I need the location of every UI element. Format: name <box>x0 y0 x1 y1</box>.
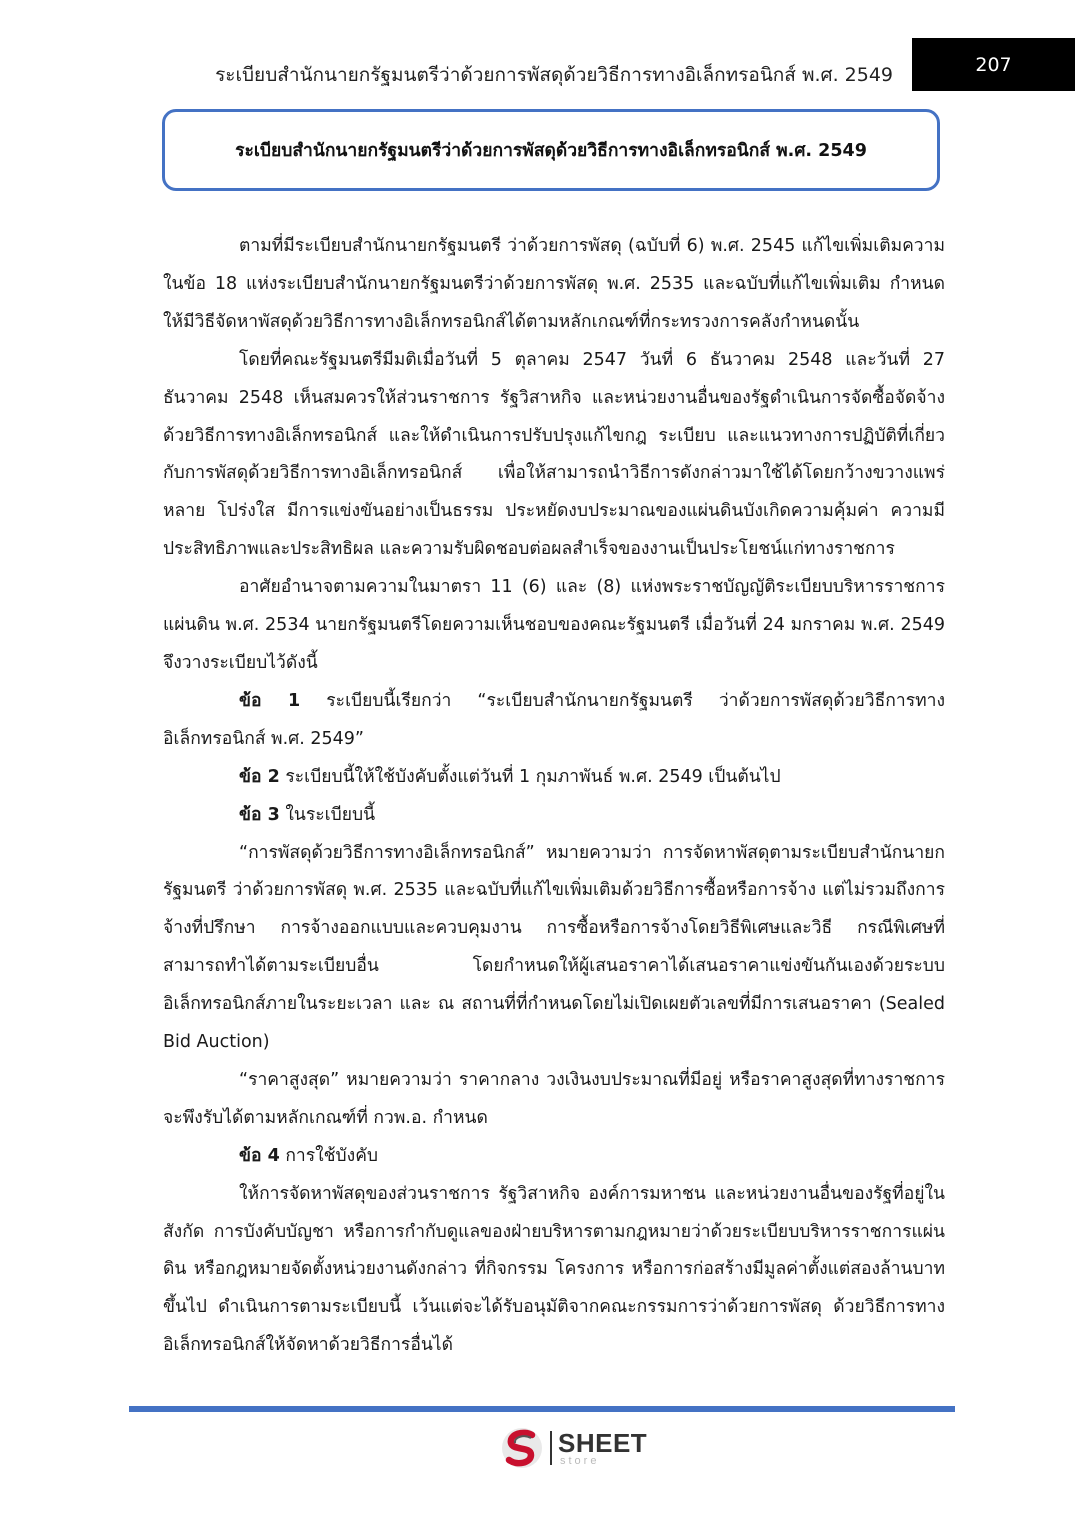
logo-separator <box>550 1431 552 1465</box>
clause-4: ข้อ 4 การใช้บังคับ <box>239 1145 379 1166</box>
page-number-box <box>912 38 1075 91</box>
clause-2: ข้อ 2 ระเบียบนี้ให้ใช้บังคับตั้งแต่วันที่ 1 กุมภาพันธ์ พ.ศ. 2549 เป็นต้นไป <box>239 766 781 787</box>
clause-1: ข้อ 1 ระเบียบนี้เรียกว่า “ระเบียบสำนักนายกรัฐมนตรี ว่าด้วยการพัสดุด้วยวิธีการทางอิเล็กทรอนิกส์ พ.ศ. 2549” <box>163 690 945 749</box>
document-title-box <box>162 109 940 191</box>
clause-3: ข้อ 3 ในระเบียบนี้ <box>239 804 376 825</box>
running-header-title: ระเบียบสำนักนายกรัฐมนตรีว่าด้วยการพัสดุด้วยวิธีการทางอิเล็กทรอนิกส์ พ.ศ. 2549 <box>215 64 893 86</box>
clause-number: ข้อ 3 <box>239 804 280 825</box>
clause-number: ข้อ 4 <box>239 1145 280 1166</box>
logo-subtext: store <box>560 1454 600 1467</box>
sheet-store-logo-icon <box>500 1426 544 1470</box>
document-title: ระเบียบสำนักนายกรัฐมนตรีว่าด้วยการพัสดุด้วยวิธีการทางอิเล็กทรอนิกส์ พ.ศ. 2549 <box>235 141 867 161</box>
document-body <box>163 228 945 1365</box>
paragraph: อาศัยอำนาจตามความในมาตรา 11 (6) และ (8) แห่งพระราชบัญญัติระเบียบบริหารราชการแผ่นดิน พ.ศ. 2534 นายกรัฐมนตรีโดยความเห็นชอบของคณะรัฐมนตรี เมื่อวันที่ 24 มกราคม พ.ศ. 2549 จึงวางระเบียบไว้ดังนี้ <box>163 577 945 673</box>
paragraph: ให้การจัดหาพัสดุของส่วนราชการ รัฐวิสาหกิจ องค์การมหาชน และหน่วยงานอื่นของรัฐที่อยู่ในสังกัด การบังคับบัญชา หรือการกำกับดูแลของฝ่ายบริหารตามกฎหมายว่าด้วยระเบียบบริหารราชการแผ่นดิน หรือกฎหมายจัดตั้งหน่วยงานดังกล่าว ที่กิจกรรม โครงการ หรือการก่อสร้างมีมูลค่าตั้งแต่สองล้านบาทขึ้นไป ดำเนินการตามระเบียบนี้ เว้นแต่จะได้รับอนุมัติจากคณะกรรมการว่าด้วยการพัสดุ ด้วยวิธีการทางอิเล็กทรอนิกส์ให้จัดหาด้วยวิธีการอื่นได้ <box>163 1183 945 1356</box>
footer-divider <box>129 1406 955 1412</box>
paragraph: โดยที่คณะรัฐมนตรีมีมติเมื่อวันที่ 5 ตุลาคม 2547 วันที่ 6 ธันวาคม 2548 และวันที่ 27 ธันวาคม 2548 เห็นสมควรให้ส่วนราชการ รัฐวิสาหกิจ และหน่วยงานอื่นของรัฐดำเนินการจัดซื้อจัดจ้างด้วยวิธีการทางอิเล็กทรอนิกส์ และให้ดำเนินการปรับปรุงแก้ไขกฎ ระเบียบ และแนวทางการปฏิบัติที่เกี่ยวกับการพัสดุด้วยวิธีการทางอิเล็กทรอนิกส์ เพื่อให้สามารถนำวิธีการดังกล่าวมาใช้ได้โดยกว้างขวางแพร่หลาย โปร่งใส มีการแข่งขันอย่างเป็นธรรม ประหยัดงบประมาณของแผ่นดินบังเกิดความคุ้มค่า ความมีประสิทธิภาพและประสิทธิผล และความรับผิดชอบต่อผลสำเร็จของงานเป็นประโยชน์แก่ทางราชการ <box>163 349 945 560</box>
clause-number: ข้อ 1 <box>239 690 301 711</box>
logo-wordmark: SHEET <box>558 1427 648 1458</box>
paragraph: ตามที่มีระเบียบสำนักนายกรัฐมนตรี ว่าด้วยการพัสดุ (ฉบับที่ 6) พ.ศ. 2545 แก้ไขเพิ่มเติมความในข้อ 18 แห่งระเบียบสำนักนายกรัฐมนตรีว่าด้วยการพัสดุ พ.ศ. 2535 และฉบับที่แก้ไขเพิ่มเติม กำหนดให้มีวิธีจัดหาพัสดุด้วยวิธีการทางอิเล็กทรอนิกส์ได้ตามหลักเกณฑ์ที่กระทรวงการคลังกำหนดนั้น <box>163 236 945 332</box>
sheet-store-logo <box>500 1426 647 1470</box>
page-number: 207 <box>975 53 1012 76</box>
clause-number: ข้อ 2 <box>239 766 280 787</box>
definition-maximum-price: “ราคาสูงสุด” หมายความว่า ราคากลาง วงเงินงบประมาณที่มีอยู่ หรือราคาสูงสุดที่ทางราชการจะพึงรับได้ตามหลักเกณฑ์ที่ กวพ.อ. กำหนด <box>163 1069 945 1128</box>
definition-electronic-procurement: “การพัสดุด้วยวิธีการทางอิเล็กทรอนิกส์” หมายความว่า การจัดหาพัสดุตามระเบียบสำนักนายกรัฐมนตรี ว่าด้วยการพัสดุ พ.ศ. 2535 และฉบับที่แก้ไขเพิ่มเติมด้วยวิธีการซื้อหรือการจ้าง แต่ไม่รวมถึงการจ้างที่ปรึกษา การจ้างออกแบบและควบคุมงาน การซื้อหรือการจ้างโดยวิธีพิเศษและวิธี กรณีพิเศษที่สามารถทำได้ตามระเบียบอื่น โดยกำหนดให้ผู้เสนอราคาได้เสนอราคาแข่งขันกันเองด้วยระบบอิเล็กทรอนิกส์ภายในระยะเวลา และ ณ สถานที่ที่กำหนดโดยไม่เปิดเผยตัวเลขที่มีการเสนอราคา (Sealed Bid Auction) <box>163 842 945 1053</box>
